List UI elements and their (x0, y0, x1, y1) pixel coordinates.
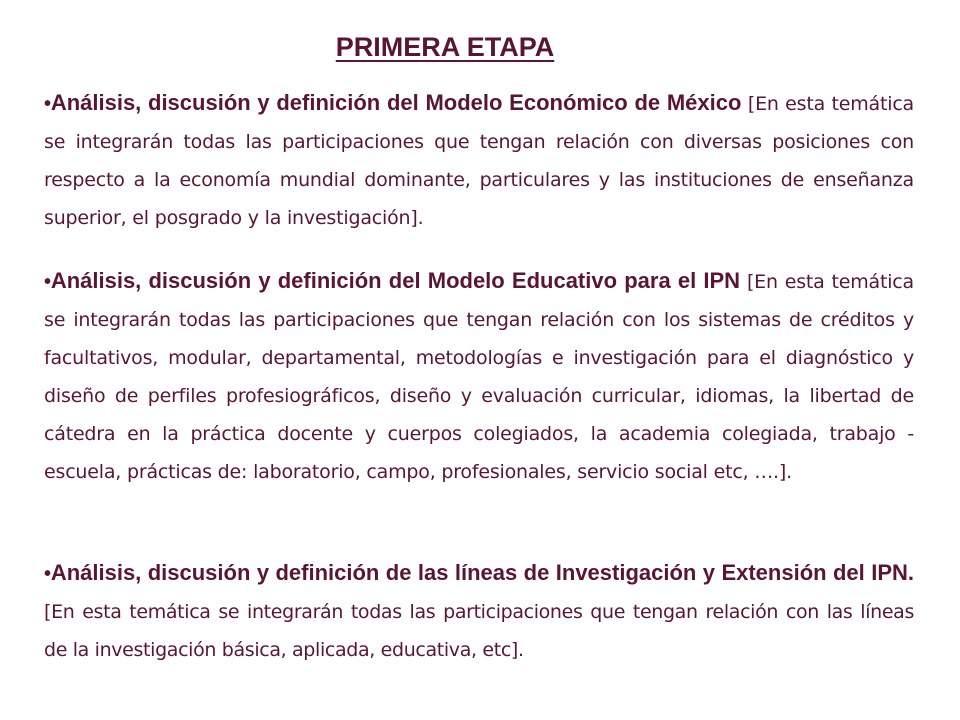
topic-description: [En esta temática se integrarán todas las participaciones que tengan relación con los sistemas de créditos y facultativos, modular, departamental, metodologías e investigación para el diagnóstico y diseño de perfiles profesiográficos, diseño y evaluación curricular, idiomas, la libertad de cátedra en la práctica docente y cuerpos colegiados, la academia colegiada, trabajo - escuela, prácticas de: laboratorio, campo, profesionales, servicio social etc, ….]. (44, 271, 914, 483)
topic-heading: Análisis, discusión y definición del Modelo Económico de México (50, 90, 742, 115)
bullet-marker: • (44, 271, 51, 293)
topic-paragraph-educational-model (44, 262, 914, 491)
topic-paragraph-economic-model (44, 84, 914, 237)
topic-paragraph-research-lines (44, 554, 914, 669)
page-title: PRIMERA ETAPA (335, 32, 555, 62)
bullet-marker: • (44, 93, 51, 115)
topic-description: [En esta temática se integrarán todas las participaciones que tengan relación con diversas posiciones con respecto a la economía mundial dominante, particulares y las instituciones de enseñanza superior, el posgrado y la investigación]. (44, 93, 915, 229)
bullet-marker: • (44, 563, 51, 585)
topic-heading: Análisis, discusión y definición de las líneas de Investigación y Extensión del IPN. (50, 560, 914, 585)
topic-description: [En esta temática se integrarán todas las participaciones que tengan relación con las líneas de la investigación básica, aplicada, educativa, etc]. (44, 601, 914, 661)
topic-heading: Análisis, discusión y definición del Modelo Educativo para el IPN (50, 268, 741, 293)
